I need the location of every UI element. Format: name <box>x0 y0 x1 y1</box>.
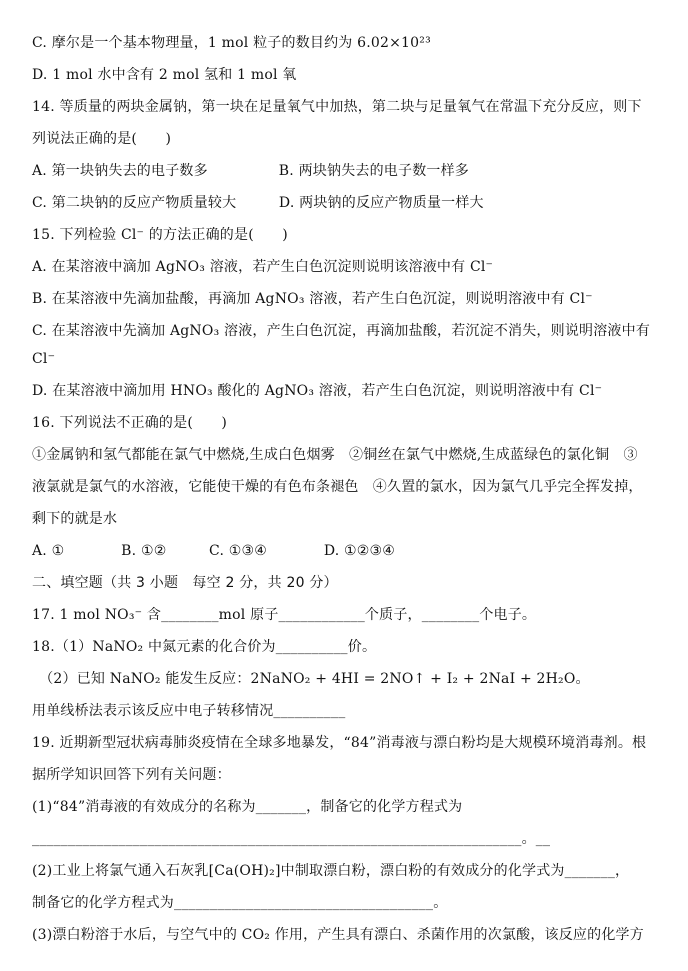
question-19-stem-1: 19. 近期新型冠状病毒肺炎疫情在全球多地暴发，“84”消毒液与漂白粉均是大规模环境消毒剂。根 <box>32 735 647 751</box>
option-15b: B. 在某溶液中先滴加盐酸，再滴加 AgNO₃ 溶液，若产生白色沉淀，则说明溶液中有 Cl⁻ <box>32 291 593 307</box>
question-18-1: 18.（1）NaNO₂ 中氮元素的化合价为__________价。 <box>32 639 377 655</box>
question-14-stem-2: 列说法正确的是( ) <box>32 131 172 147</box>
question-14-options-cd: C. 第二块钠的反应产物质量较大 D. 两块钠的反应产物质量一样大 <box>32 195 484 211</box>
question-17: 17. 1 mol NO₃⁻ 含________mol 原子____________个质子，________个电子。 <box>32 607 537 623</box>
question-19-part-2-cont: 制备它的化学方程式为____________________________________。 <box>32 895 448 911</box>
question-14-options-ab: A. 第一块钠失去的电子数多 B. 两块钠失去的电子数一样多 <box>32 163 469 179</box>
question-16-statements-2: 液氯就是氯气的水溶液，它能使干燥的有色布条褪色 ④久置的氯水，因为氯气几乎完全挥发掉， <box>32 479 643 495</box>
question-19-part-3: (3)漂白粉溶于水后，与空气中的 CO₂ 作用，产生具有漂白、杀菌作用的次氯酸，该反应的化学方 <box>32 927 644 943</box>
question-19-stem-2: 据所学知识回答下列有关问题： <box>32 767 231 783</box>
section-heading: 二、填空题（共 3 小题 每空 2 分，共 20 分） <box>32 575 338 591</box>
question-16-statements-1: ①金属钠和氢气都能在氯气中燃烧,生成白色烟雾 ②铜丝在氯气中燃烧,生成蓝绿色的氯化铜 ③ <box>32 447 638 463</box>
option-15d: D. 在某溶液中滴加用 HNO₃ 酸化的 AgNO₃ 溶液，若产生白色沉淀，则说明溶液中有 Cl⁻ <box>32 383 603 399</box>
question-19-part-1: (1)“84”消毒液的有效成分的名称为_______，制备它的化学方程式为 <box>32 799 463 815</box>
question-19-part-2: (2)工业上将氯气通入石灰乳[Ca(OH)₂]中制取漂白粉，漂白粉的有效成分的化学式为_______， <box>32 863 630 879</box>
option-15a: A. 在某溶液中滴加 AgNO₃ 溶液，若产生白色沉淀则说明该溶液中有 Cl⁻ <box>32 259 494 275</box>
question-14-stem-1: 14. 等质量的两块金属钠，第一块在足量氧气中加热，第二块与足量氧气在常温下充分反应，则下 <box>32 99 642 115</box>
question-19-part-1-blank: ____________________________________________________________________。__ <box>32 831 551 847</box>
question-16-stem: 16. 下列说法不正确的是( ) <box>32 415 228 431</box>
question-15-stem: 15. 下列检验 Cl⁻ 的方法正确的是( ) <box>32 227 288 243</box>
question-18-2: （2）已知 NaNO₂ 能发生反应：2NaNO₂ + 4HI = 2NO↑ + I₂ + 2NaI + 2H₂O。 <box>32 671 590 687</box>
option-13c: C. 摩尔是一个基本物理量，1 mol 粒子的数目约为 6.02×10²³ <box>32 35 431 51</box>
question-18-2-cont: 用单线桥法表示该反应中电子转移情况__________ <box>32 703 346 719</box>
option-13d: D. 1 mol 水中含有 2 mol 氢和 1 mol 氧 <box>32 67 297 83</box>
option-15c: C. 在某溶液中先滴加 AgNO₃ 溶液，产生白色沉淀，再滴加盐酸，若沉淀不消失，则说明溶液中有 <box>32 323 651 339</box>
question-16-statements-3: 剩下的就是水 <box>32 511 118 527</box>
option-15c-cont: Cl⁻ <box>32 351 56 367</box>
question-16-options: A. ① B. ①② C. ①③④ D. ①②③④ <box>32 543 396 559</box>
